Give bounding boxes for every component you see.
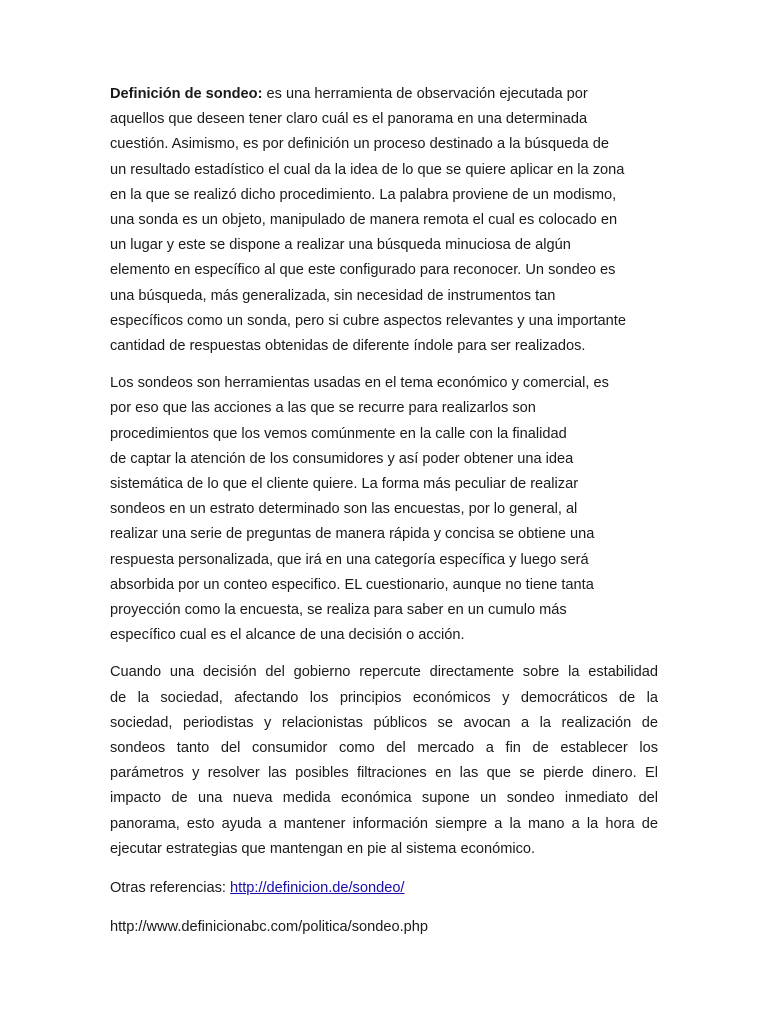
reference-url-text: http://www.definicionabc.com/politica/sondeo.php xyxy=(110,919,429,936)
paragraph-line: Los sondeos son herramientas usadas en el tema económico y comercial, es xyxy=(110,375,609,392)
document-page xyxy=(110,82,658,941)
paragraph-line: cantidad de respuestas obtenidas de diferente índole para ser realizados. xyxy=(110,338,586,355)
paragraph-line: Cuando una decisión del gobierno repercute directamente sobre la estabilidad xyxy=(110,664,658,681)
paragraph-line: de la sociedad, afectando los principios económicos y democráticos de la xyxy=(110,689,658,706)
paragraph-line: realizar una serie de preguntas de manera rápida y concisa se obtiene una xyxy=(110,526,595,543)
paragraph-line: específico cual es el alcance de una decisión o acción. xyxy=(110,627,465,644)
paragraph-line: una sonda es un objeto, manipulado de manera remota el cual es colocado en xyxy=(110,212,618,229)
paragraph-line: ejecutar estrategias que mantengan en pie al sistema económico. xyxy=(110,840,536,857)
paragraph-line: Definición de sondeo: es una herramienta de observación ejecutada por xyxy=(110,86,588,102)
references-label: Otras referencias: xyxy=(110,880,231,897)
paragraph-line: en la que se realizó dicho procedimiento. La palabra proviene de un modismo, xyxy=(110,186,617,203)
definition-term: Definición de sondeo: xyxy=(110,86,263,102)
paragraph-usage xyxy=(110,371,658,648)
paragraph-line: absorbida por un conteo especifico. EL cuestionario, aunque no tiene tanta xyxy=(110,576,594,593)
paragraph-line: sondeos en un estrato determinado son las encuestas, por lo general, al xyxy=(110,501,578,518)
paragraph-line: aquellos que deseen tener claro cuál es el panorama en una determinada xyxy=(110,111,588,128)
references-line xyxy=(110,876,658,901)
paragraph-line: cuestión. Asimismo, es por definición un proceso destinado a la búsqueda de xyxy=(110,136,609,153)
paragraph-line: por eso que las acciones a las que se recurre para realizarlos son xyxy=(110,400,536,417)
paragraph-line: un lugar y este se dispone a realizar una búsqueda minuciosa de algún xyxy=(110,237,571,254)
paragraph-line: sociedad, periodistas y relacionistas públicos se avocan a la realización de xyxy=(110,714,658,731)
paragraph-line: un resultado estadístico el cual da la idea de lo que se quiere aplicar en la zona xyxy=(110,161,625,178)
paragraph-line: proyección como la encuesta, se realiza para saber en un cumulo más xyxy=(110,602,567,619)
paragraph-government xyxy=(110,660,658,862)
paragraph-line: sondeos tanto del consumidor como del mercado a fin de establecer los xyxy=(110,740,658,757)
paragraph-line: de captar la atención de los consumidores y así poder obtener una idea xyxy=(110,450,574,467)
paragraph-line: elemento en específico al que este configurado para reconocer. Un sondeo es xyxy=(110,262,616,279)
paragraph-line: procedimientos que los vemos comúnmente en la calle con la finalidad xyxy=(110,425,567,442)
paragraph-line: panorama, esto ayuda a mantener información siempre a la mano a la hora de xyxy=(110,815,658,832)
paragraph-line: impacto de una nueva medida económica supone un sondeo inmediato del xyxy=(110,790,658,807)
paragraph-line: una búsqueda, más generalizada, sin necesidad de instrumentos tan xyxy=(110,287,556,304)
paragraph-definition xyxy=(110,82,658,359)
reference-link[interactable]: http://definicion.de/sondeo/ xyxy=(230,880,405,897)
paragraph-line: sistemática de lo que el cliente quiere. La forma más peculiar de realizar xyxy=(110,476,579,493)
paragraph-line: parámetros y resolver las posibles filtraciones en las que se pierde dinero. El xyxy=(110,765,658,782)
paragraph-line: específicos como un sonda, pero si cubre aspectos relevantes y una importante xyxy=(110,312,626,329)
paragraph-line: respuesta personalizada, que irá en una categoría específica y luego será xyxy=(110,551,589,568)
